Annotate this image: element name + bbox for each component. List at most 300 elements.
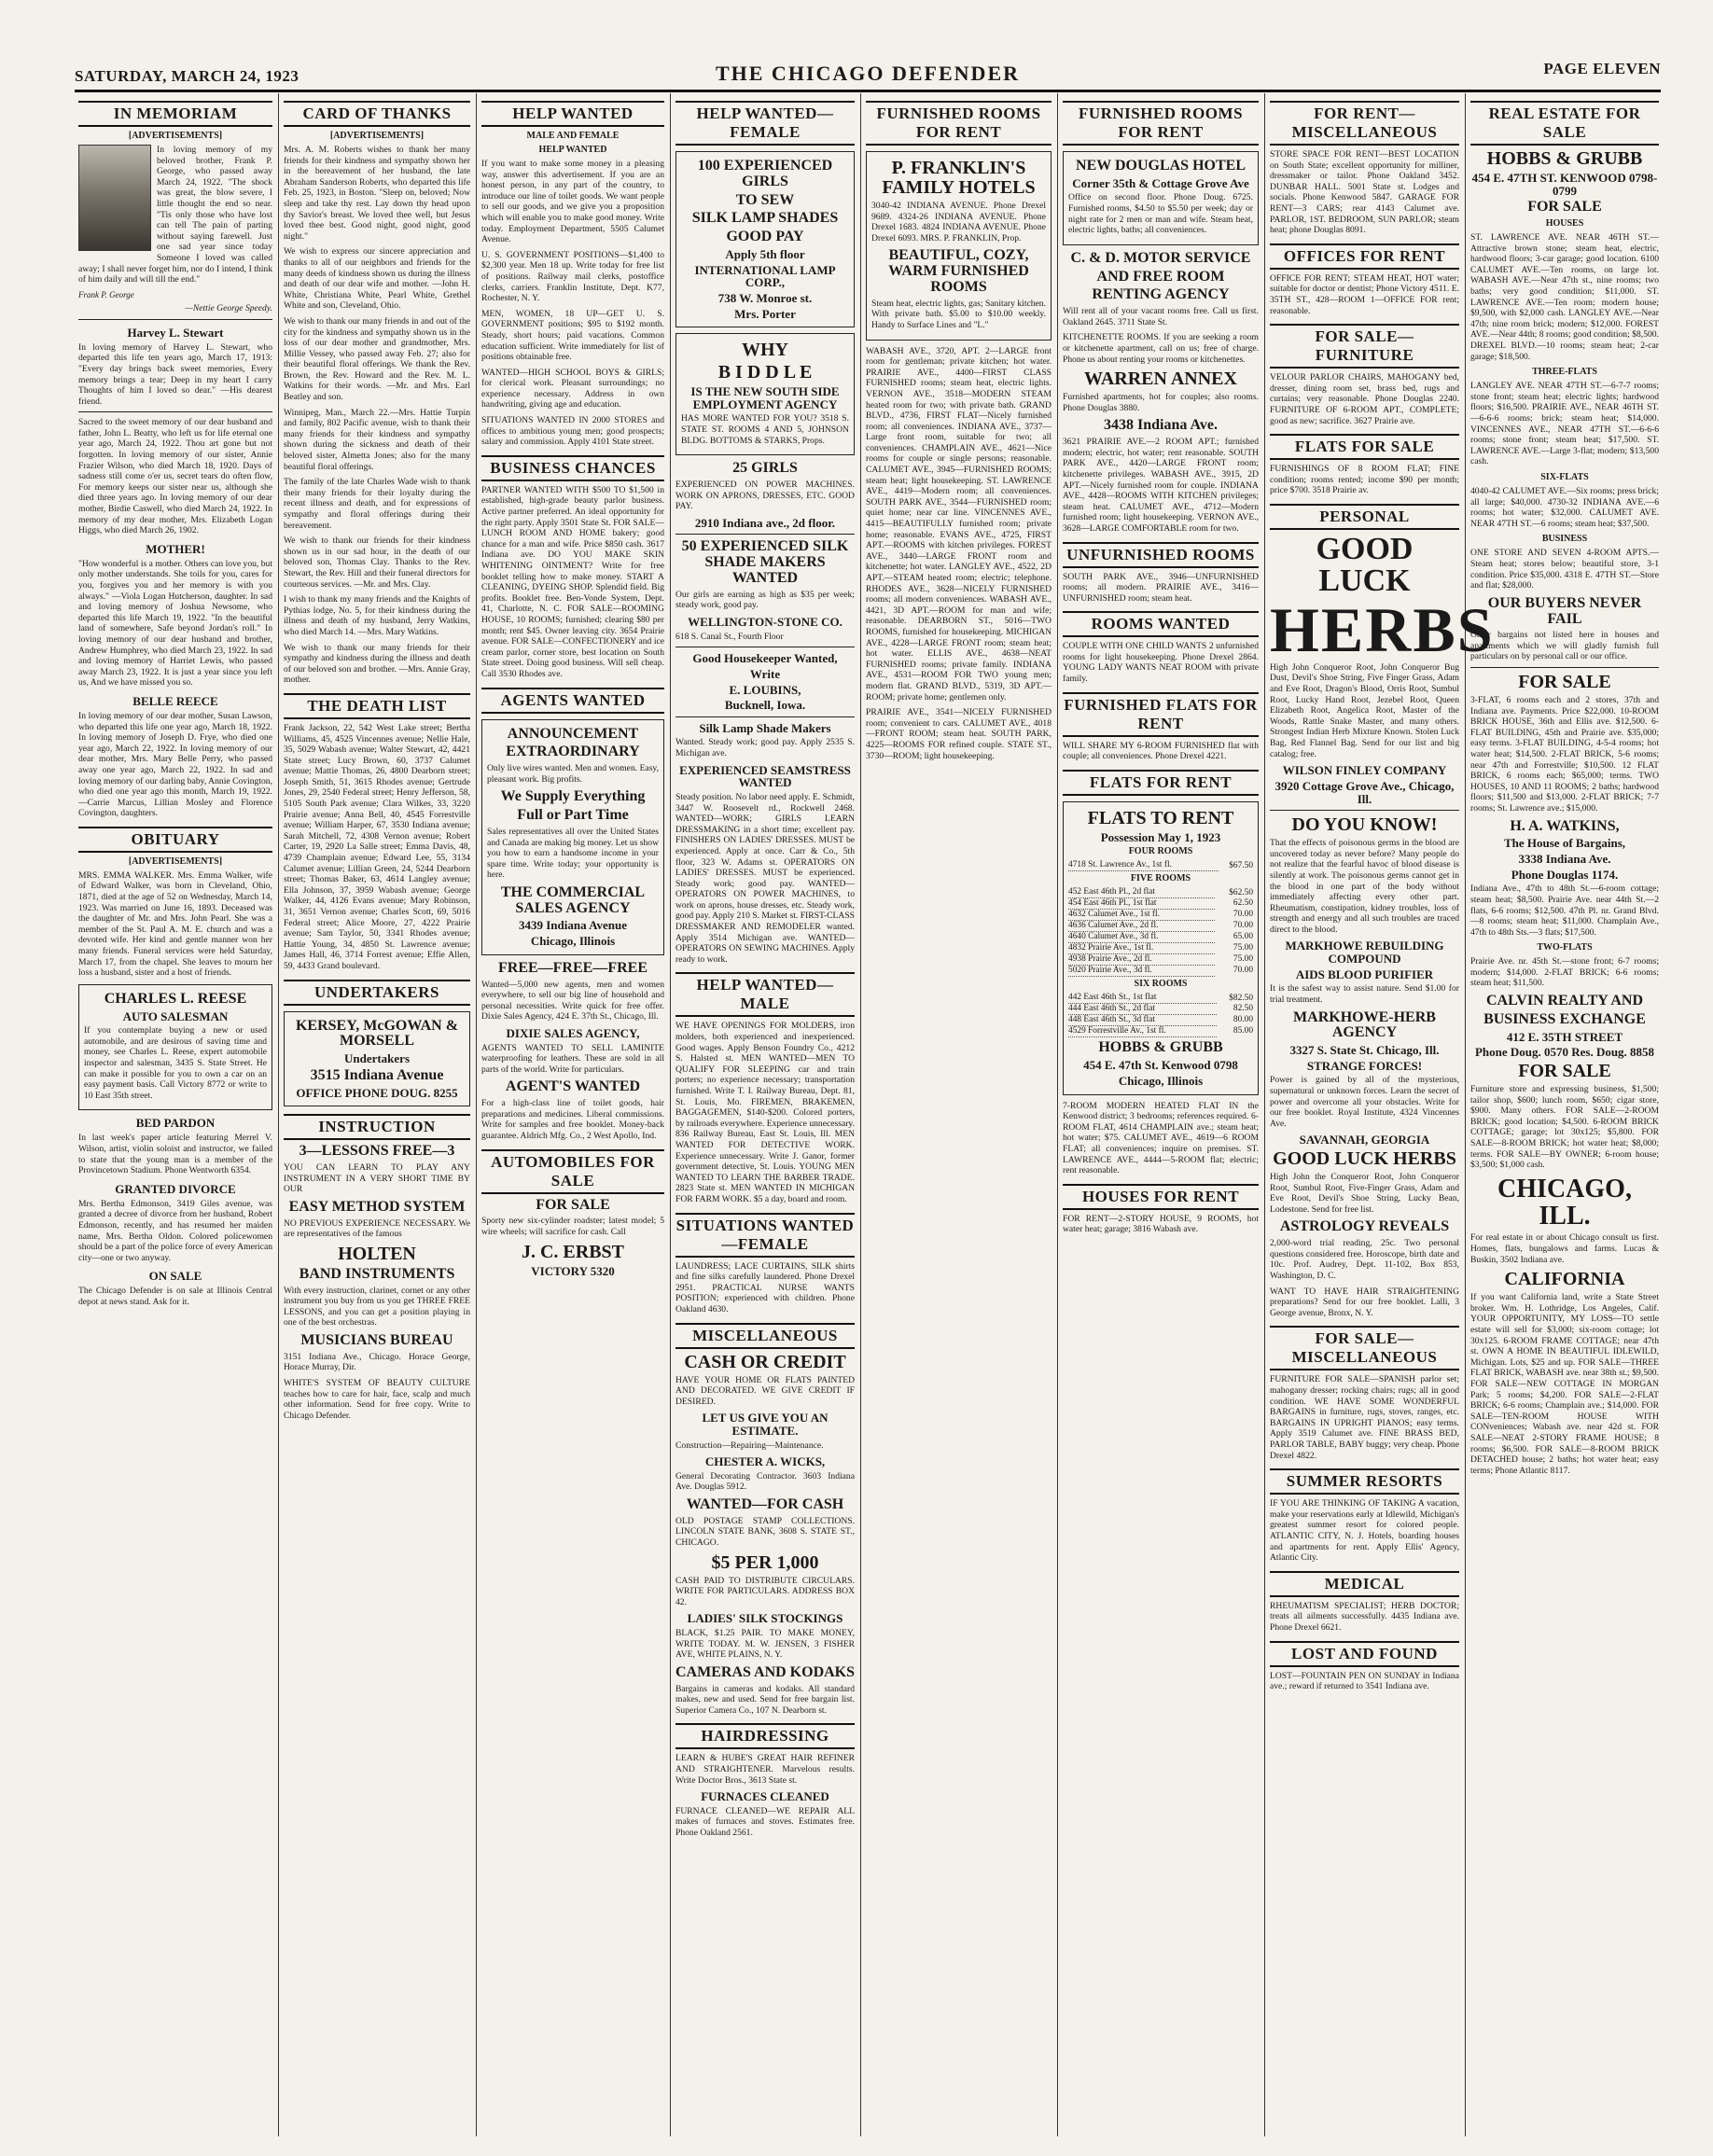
ad-line: FREE—FREE—FREE: [497, 959, 648, 976]
ad-line: MARKHOWE REBUILDING COMPOUND: [1285, 939, 1444, 967]
section-header: INSTRUCTION: [284, 1114, 470, 1140]
ad-text: CASH PAID TO DISTRIBUTE CIRCULARS. WRITE FOR PARTICULARS. ADDRESS BOX 42.: [675, 1575, 855, 1607]
classified-text: Indiana Ave., 47th to 48th St.—6-room cottage; steam heat; $8,500. Prairie Ave. near 44th St.—2 flats, 6-6 rooms; $12,500. 47th Pl. nr. Grand Blvd.—8 rooms; steam heat; $11,000. Champlain Ave., 47th to 48th Sts.—3 flats; $17,500.: [1470, 883, 1659, 938]
section-header: FLATS FOR SALE: [1270, 434, 1459, 460]
masthead: [75, 58, 1661, 86]
flat-address: 448 East 46th St., 3d flat: [1068, 1015, 1217, 1026]
ad-text: With every instruction, clarinet, cornet or any other instrument you buy from us you get THREE FREE LESSONS, and you can get a position playing in one of the best orchestras.: [284, 1285, 470, 1328]
section-header: ROOMS WANTED: [1063, 611, 1259, 637]
classified-text: WABASH AVE., 3720, APT. 2—LARGE front room for gentleman; private kitchen; hot water. PRAIRIE AVE., 4400—FIRST CLASS FURNISHED rooms; steam heat, electric lights. VERNON AVE., 3518—MODERN STEAM heated room for two; with private bath. GRAND BLVD., 4736, FIRST FLAT—Nicely furnished room; all conveniences. INDIANA AVE., 3737—Large front room, suitable for two; all conveniences. CHAMPLAIN AVE., 4621—Nice rooms for couple or single persons; reasonable. CALUMET AVE., 3945—FURNISHED ROOMS; steam heat; light housekeeping. ST. LAWRENCE AVE., 4419—Modern room; all conveniences. SOUTH PARK AVE., 3544—FURNISHED room; quiet home; near car line. VINCENNES AVE., 4415—BEAUTIFULLY furnished room; private home; reasonable. EVANS AVE., 4725, FIRST APT.—ROOMS with kitchen privileges. FOREST AVE., 3440—LARGE FRONT room and kitchenette; hot water. LANGLEY AVE., 4522, 2D APT.—STEAM heated room; electric; telephone. RHODES AVE., 3628—NICELY FURNISHED rooms; all modern conveniences. WABASH AVE., 4421, 3D APT.—ROOM for man and wife; reasonable. DEARBORN ST., 5016—TWO ROOMS, furnished for housekeeping. MICHIGAN AVE., 4228—LARGE FRONT room; steam heat; hot water. ELLIS AVE., 4638—NEAT FURNISHED rooms; private family. INDIANA AVE., 4531—ROOM FOR TWO young men; modern flat. GRAND BLVD., 5319, 3D APT.—ROOM; private home; gentlemen only.: [866, 345, 1051, 702]
classified-text: LANGLEY AVE. NEAR 47TH ST.—6-7-7 rooms; stone front; steam heat; electric lights; hardwood floors; $16,500. PRAIRIE AVE., NEAR 46TH ST.—6-6-6 rooms; brick; steam heat; $14,000. VINCENNES AVE., NEAR 47TH ST.—6-6-6 rooms; stone front; steam heat; $17,500. ST. LAWRENCE AVE.—Large 3-flat; modern; $13,500 cash.: [1470, 381, 1659, 467]
flat-rent: 80.00: [1233, 1015, 1253, 1025]
table-subheader: SIX ROOMS: [1134, 979, 1188, 990]
section-header: HELP WANTED—MALE: [675, 972, 855, 1017]
ad-box: [866, 151, 1051, 341]
ad-text: WHITE'S SYSTEM OF BEAUTY CULTURE teaches how to care for hair, face, scalp and much other information. Send for free copy. Write to Chicago Defender.: [284, 1377, 470, 1421]
classified-text: PARTNER WANTED WITH $500 TO $1,500 in established, high-grade beauty parlor business. Active partner preferred. An ideal opportunity for the right party. Apply 3501 State St. FOR SALE—LUNCH ROOM AND HOME bakery; good chance for a man and wife. Price $850 cash. 3617 Indiana ave. DO YOU MAKE SKIN WHITENING OINTMENT? Write for free booklet telling how to make money. START A CLEANING, DYEING SHOP. Splendid field. Big profits. Booklet free. Ben-Vonde System, Dept. 41, Charlotte, N. C. FOR SALE—ROOMING HOUSE, 10 ROOMS; furnished; clearing $80 per month; rent $45. Owner leaving city. 3654 Prairie avenue. FOR SALE—CONFECTIONERY and ice cream parlor, corner store, best location on South State street. Doing good business. Will sell cheap. Call 3530 Rhodes ave.: [481, 484, 664, 679]
ad-line: ANNOUNCEMENT: [507, 725, 639, 742]
ad-line: NEW DOUGLAS HOTEL: [1076, 158, 1246, 174]
classified-text: U. S. GOVERNMENT POSITIONS—$1,400 to $2,300 year. Men 18 up. Write today for free list of positions. Railway mail clerks, postoffice clerks, carriers. Franklin Institute, Dept. K77, Rochester, N. Y.: [481, 249, 664, 304]
flat-rent: 65.00: [1233, 932, 1253, 942]
section-header: UNFURNISHED ROOMS: [1063, 542, 1259, 568]
section-header: MISCELLANEOUS: [675, 1323, 855, 1349]
flat-row: [1068, 966, 1253, 977]
flat-rent: 75.00: [1233, 943, 1253, 953]
ad-text: 3040-42 INDIANA AVENUE. Phone Drexel 9689. 4324-26 INDIANA AVENUE. Phone Drexel 1683. 4824 INDIANA AVENUE. Phone Drexel 6093. MRS. P. FRANKLIN, Prop.: [871, 201, 1046, 243]
ad-text: Office on second floor. Phone Doug. 6725. Furnished rooms, $4.50 to $5.50 per week; day or night rate for 2 men or man and wife. Steam heat, electric lights, baths; all conveniences.: [1068, 192, 1253, 236]
newspaper-title: THE CHICAGO DEFENDER: [715, 62, 1021, 85]
ad-text: Bargains in cameras and kodaks. All standard makes, new and used. Send for free bargain list. Superior Camera Co., 107 N. Dearborn st.: [675, 1683, 855, 1716]
classified-text: LEARN & HUBE'S GREAT HAIR REFINER AND STRAIGHTENER. Marvelous results. Write Doctor Bros., 3613 State st.: [675, 1753, 855, 1786]
ad-box: [78, 984, 272, 1111]
ad-text: 2,000-word trial reading, 25c. Two personal questions considered free. Horoscope, birth date and 10c. Prof. Audrey, Dept. 11-102, Box 853, Washington, D. C.: [1270, 1238, 1459, 1282]
ad-line: We Supply Everything: [500, 788, 646, 805]
section-header: THE DEATH LIST: [284, 693, 470, 719]
ad-text: It is the safest way to assist nature. Send $1.00 for trial treatment.: [1270, 983, 1459, 1005]
portrait-photo: [78, 145, 151, 251]
ad-text: High John Conqueror Root, John Conqueror Bug Dust, Devil's Shoe String, Five Finger Grass, Adam and Eve Root, Dragon's Blood, Orris Root, Sumbul Root, Lucky Hand Root, Jezebel Root, Queen Elizabeth Root, Angelica Root, Master of the Woods, Rattle Snake Master, and many others. Strongest Indian Herb Mixture Known. Stolen Luck Bag, Red Flannel Bag. Send for our list and big catalog; free.: [1270, 661, 1459, 759]
flat-row: [1068, 1004, 1253, 1015]
flat-rent: 70.00: [1233, 966, 1253, 976]
ad-line: WELLINGTON-STONE CO.: [688, 615, 843, 630]
ad-line: CHESTER A. WICKS,: [704, 1454, 826, 1469]
ad-line: LADIES' SILK STOCKINGS: [687, 1611, 843, 1626]
ad-box: [481, 719, 664, 955]
ad-line: FURNACES CLEANED: [701, 1789, 829, 1804]
column-divider: [1057, 93, 1058, 2136]
ad-line: Corner 35th & Cottage Grove Ave: [1072, 175, 1249, 190]
classified-text: If you want to make some money in a pleasing way, answer this advertisement. If you are an honest person, in any part of the country, to introduce our line of toilet goods. We want people to sell our goods, and we give you a proposition which will enable you to make good money. Write today. Employment Department, 5505 Calumet Avenue.: [481, 159, 664, 245]
ad-line: BAND INSTRUMENTS: [299, 1265, 455, 1282]
section-header: HOUSES FOR RENT: [1063, 1184, 1259, 1210]
ad-line: EXTRAORDINARY: [506, 744, 640, 760]
listing-subheader: SIX-FLATS: [1540, 471, 1589, 482]
classified-text: STORE SPACE FOR RENT—BEST LOCATION on South State; excellent opportunity for milliner, dressmaker or tailor. Phone Oakland 3452. DUNBAR HALL. 5001 State st. Lodges and socials. Phone Kenwood 5847. GARAGE FOR RENT—3 CARS; rear 4143 Calumet ave. PARLOR, 1ST. BEDROOM, SUN PARLOR; steam heat; phone Douglas 8091.: [1270, 149, 1459, 236]
ad-line: EXPERIENCED SEAMSTRESS WANTED: [679, 762, 851, 790]
notice-text: The Chicago Defender is on sale at Illinois Central depot at news stand. Ask for it.: [78, 1286, 272, 1307]
memorial-poem: In loving memory of my beloved brother, Frank P. George, who passed away March 24, 1922. "The shock was great, the blow severe, I little thought the end so near. "Tis only those who have lost can tell The pain of parting without saying farewell. Just one sad year since today Someone I loved was called away; I shall never forget him, nor do I intend, I think of him daily and will till the end.": [78, 145, 272, 285]
ad-text: For real estate in or about Chicago consult us first. Homes, flats, bungalows and farms. Lucas & Buskin, 3502 Indiana ave.: [1470, 1232, 1659, 1265]
ad-line: WILSON FINLEY COMPANY: [1282, 763, 1447, 778]
ad-text: Power is gained by all of the mysterious, supernatural or unknown forces. Learn the secret of power and overcome all your obstacles. Write for our free booklet. Royal Institute, 4324 Vincennes Ave.: [1270, 1075, 1459, 1129]
ad-phone: VICTORY 5320: [531, 1263, 615, 1278]
listing-subheader: THREE-FLATS: [1532, 367, 1597, 378]
ad-text: OLD POSTAGE STAMP COLLECTIONS. LINCOLN STATE BANK, 3608 S. STATE ST., CHICAGO.: [675, 1515, 855, 1548]
ad-address: 3515 Indiana Avenue: [310, 1066, 444, 1083]
ad-title: AUTO SALESMAN: [122, 1008, 229, 1023]
ad-line: ASTROLOGY REVEALS: [1279, 1218, 1450, 1235]
flat-address: 4636 Calumet Ave., 2d fl.: [1068, 921, 1215, 932]
death-list-text: Frank Jackson, 22, 542 West Lake street; Bertha Williams, 45, 4525 Vincennes avenue; Nellie Hale, 35, 5029 Wabash avenue; Walter Stewart, 42, 4421 State street; Lucy Brown, 60, 3737 Calumet avenue; Mattie Thomas, 26, 4800 Dearborn street; Joseph Smith, 51, 3615 Rhodes avenue; Gertrude Jones, 29, 2540 Federal street; Henry Jefferson, 58, 5105 South Park avenue; Clara Wilkes, 33, 3220 Prairie avenue; Anna Bell, 40, 4545 Forrestville avenue; William Harper, 67, 3530 Indiana avenue; Sarah Mitchell, 72, 4308 Vernon avenue; Robert Carter, 19, 2920 La Salle street; Emma Davis, 48, 4739 Champlain avenue; Edward Lee, 55, 3134 Calumet avenue; Lillian Green, 24, 5244 Dearborn street; Thomas Baker, 63, 4614 Langley avenue; Ella Johnson, 37, 3959 Wabash avenue; George Walker, 44, 4126 Evans avenue; Mary Robinson, 31, 3651 Vernon avenue; Charles Scott, 69, 5016 Federal street; Alice Moore, 27, 4222 Prairie avenue; Sam Taylor, 50, 3341 Rhodes avenue; Hattie Young, 34, 4850 St. Lawrence avenue; James Hall, 46, 3714 Forrest avenue; Effie Allen, 59, 4433 Grand boulevard.: [284, 722, 470, 971]
listing-subheader: HOUSES: [1545, 218, 1584, 230]
ad-text: 3151 Indiana Ave., Chicago. Horace George, Horace Murray, Dir.: [284, 1351, 470, 1373]
rule: [1470, 667, 1659, 668]
flat-rent: 70.00: [1233, 910, 1253, 920]
flat-row: [1068, 943, 1253, 954]
ad-line: SAVANNAH, GEORGIA: [1299, 1133, 1430, 1148]
notice-text: Mrs. Bertha Edmonson, 3419 Giles avenue, was granted a decree of divorce from her husband, Robert Edmonson, recently, and has resumed her maiden name, Mrs. Bertha Oldon. Colored policewomen should be a part of the police force of every American city—one or two anyway.: [78, 1198, 272, 1263]
notice-text: In last week's paper article featuring Merrel V. Wilson, artist, violin soloist and instructor, we failed to state that the young man is a member of the Provincetown Stadium. Phone Wentworth 6354.: [78, 1133, 272, 1176]
section-header: HELP WANTED—FEMALE: [675, 101, 855, 146]
ad-text: High John the Conqueror Root, John Conqueror Root, Sumbul Root, Five-Finger Grass, Adam and Eve Root, Devil's Shoe String, Lucky Bean, Lodestone. Send for free list.: [1270, 1172, 1459, 1215]
ad-line: SILK LAMP SHADES: [691, 210, 839, 227]
ad-line: P. FRANKLIN'S FAMILY HOTELS: [882, 158, 1036, 198]
thanks-text: I wish to thank my many friends and the Knights of Pythias lodge, No. 5, for their kindness during the illness and death of my husband, Jerry Watkins, who died March 14. —Mrs. Mary Watkins.: [284, 594, 470, 637]
ad-text: Construction—Repairing—Maintenance.: [675, 1440, 824, 1451]
classified-text: ST. LAWRENCE AVE. NEAR 46TH ST.—Attractive brown stone; steam heat, electric, hardwood floors; 3-car garage; good location. 6100 CALUMET AVE.—Ten rooms, on large lot. WABASH AVE.—Near 47th st., nine rooms; two baths; very good condition; $11,000. ST. LAWRENCE AVE.—Ten room; modern house; $9,500, with $2,000 cash. LANGLEY AVE.—Near 47th; nine room brick; modern; $12,000. FOREST AVE.—Near 44th; 8 rooms; good condition; $8,500. DREXEL BLVD.—10 rooms; steam heat; 2-car garage; $18,500.: [1470, 232, 1659, 362]
classified-text: WANTED—HIGH SCHOOL BOYS & GIRLS; for clerical work. Pleasant surroundings; no experience necessary. Address in own handwriting, giving age and education.: [481, 367, 664, 410]
ad-line: The House of Bargains,: [1503, 836, 1625, 851]
ad-line: AIDS BLOOD PURIFIER: [1295, 967, 1434, 981]
section-header: REAL ESTATE FOR SALE: [1470, 101, 1659, 146]
ad-text: HAS MORE WANTED FOR YOU? 3518 S. STATE ST. ROOMS 4 AND 5, JOHNSON BLDG. BOTTOMS & STARKS, Props.: [681, 413, 849, 446]
ad-box: [1063, 151, 1259, 245]
notice-heading: ON SALE: [148, 1269, 202, 1284]
ad-line: 412 E. 35TH STREET: [1506, 1029, 1623, 1044]
memorial-poem: In loving memory of Harvey L. Stewart, who departed this life ten years ago, March 17, 1913: "Every day brings back sweet memories, Every memory brings a tear; Deep in my heart I carry Thoughts of him I loved so dear." —His dearest friend.: [78, 341, 272, 407]
classified-text: MEN, WOMEN, 18 UP—GET U. S. GOVERNMENT positions; $95 to $192 month. Steady, short hours; paid vacations. Common education sufficient. Write immediately for list of positions obtainable free.: [481, 308, 664, 363]
classified-text: VELOUR PARLOR CHAIRS, MAHOGANY bed, dresser, dining room set, brass bed, rugs and curtains; very reasonable. Phone Douglas 2240. FURNITURE OF 6-ROOM APT., COMPLETE; good as new; sacrifice. 3627 Prairie ave.: [1270, 372, 1459, 426]
ad-text: Only live wires wanted. Men and women. Easy, pleasant work. Big profits.: [487, 763, 659, 785]
ad-line: C. & D. MOTOR SERVICE: [1070, 249, 1251, 266]
ad-line: Bucknell, Iowa.: [724, 698, 806, 713]
memorial-text: Sacred to the sweet memory of our dear husband and father, John L. Beatty, who left us for life eternal one year ago, March 24, 1922. Thou art gone but not forgotten. In loving memory of our sister, Annie Frazier Wilson, who died March 18, 1920. Days of sadness still come o'er us, secret tears do often flow, For memory keeps our sister near us, although she died three years ago. In loving memory of our dear mother, Birdie Caswell, who died March 24, 1922. In memory of my dear mother, Mrs. Elizabeth Logan Higgs, who died March 26, 1902.: [78, 417, 272, 536]
section-subheader: [ADVERTISEMENTS]: [128, 131, 223, 141]
ad-line: HOLTEN: [338, 1243, 416, 1264]
flat-address: 452 East 46th Pl., 2d flat: [1068, 887, 1215, 898]
ad-text: General Decorating Contractor. 3603 Indiana Ave. Douglas 5912.: [675, 1470, 855, 1493]
flat-row: [1068, 910, 1253, 921]
ad-address: 3439 Indiana Avenue: [518, 918, 628, 933]
thanks-text: We wish to express our sincere appreciation and thanks to all of our neighbors and friends for the many deeds of kindness shown us during the illness and death of our dear wife and mother. —John H. White, Christiana White, Pearl White, Grethel White and son, Cleveland, Ohio.: [284, 246, 470, 312]
flat-address: 4640 Calumet Ave., 3d fl.: [1068, 932, 1215, 943]
classified-text: Steady position. No labor need apply. E. Schmidt, 3447 W. Roosevelt rd., Rockwell 2468. WANTED—WORK; GIRLS LEARN DRESSMAKING in a short time; excellent pay. FINISHERS ON LADIES' DRESSES. MUST be experienced. Apply at once. Carr & Co., 5th floor, 323 W. Adams st. OPERATORS ON LADIES' DRESSES. MUST be experienced. Steady work; good pay. WANTED—OPERATORS ON POWER MACHINES, to work on aprons, house dresses, etc. Steady work, good pay. Apply 210 S. Market st. FIRST-CLASS DRESSMAKER AND REMODELER wanted. Apply 3514 Michigan ave. WANTED—OPERATORS ON SEWING MACHINES. Apply ready to work.: [675, 791, 855, 965]
ad-line: 738 W. Monroe st.: [717, 290, 813, 305]
classified-text: FURNACE CLEANED—WE REPAIR ALL makes of furnaces and stoves. Estimates free. Phone Oakland 2561.: [675, 1805, 855, 1838]
classified-text: COUPLE WITH ONE CHILD WANTS 2 unfurnished rooms for light housekeeping. Phone Drexel 2864. YOUNG LADY WANTS NEAT ROOM with private family.: [1063, 641, 1259, 685]
flat-row: [1068, 898, 1253, 910]
thanks-text: Winnipeg, Man., March 22.—Mrs. Hattie Turpin and family, 802 Pacific avenue, wish to thank their many friends for their kindness and sympathy shown during the sickness and death of their beloved sister, Almetta Jones; also for the many beautiful floral offerings.: [284, 407, 470, 472]
flat-rent: $62.50: [1229, 887, 1253, 897]
ad-line: 3338 Indiana Ave.: [1518, 852, 1611, 867]
ad-line: 25 GIRLS: [732, 460, 798, 477]
ad-line: Phone Douglas 1174.: [1511, 867, 1619, 882]
ad-line: MARKHOWE-HERB AGENCY: [1293, 1008, 1436, 1041]
memorial-text: "How wonderful is a mother. Others can love you, but only mother understands. She toils for you, cares for you, forgives you and her memory is with you always." —Viola Logan Hutcherson, daughter. In sad and loving memory of Joshua Newsome, who departed this life March 19, 1922. "In the beautiful land of somewhere, Safe beyond Jordan's roll." In loving memory of our dear husband and brother, Andrew Humphrey, who died March 23, 1922. In sad and loving memory of Harriet Lewis, who passed away March 23, 1922. It is just a year since you left us, And we have missed you so.: [78, 558, 272, 689]
section-header: UNDERTAKERS: [284, 980, 470, 1006]
obituary-text: MRS. EMMA WALKER. Mrs. Emma Walker, wife of Edward Walker, was born in Cleveland, Ohio, 1871, died at the age of 52 on Wednesday, March 14, 1923. Was married on June 16, 1893. Deceased was the daughter of Mr. and Mrs. John Pearl. She was a member of the St. Paul A. M. E. church and was a devoted wife. Her kind and gentle manner won her many friends. Funeral services were held Saturday, March 17, from the chapel. She leaves to mourn her loss a husband, sister and a host of friends.: [78, 869, 272, 979]
page-number: PAGE ELEVEN: [1543, 60, 1661, 77]
flats-table: [1068, 860, 1253, 871]
section-header: FURNISHED ROOMS FOR RENT: [1063, 101, 1259, 146]
ad-line: B I D D L E: [717, 362, 813, 383]
ad-line: 3438 Indiana Ave.: [1104, 417, 1218, 434]
memorial-name: Harvey L. Stewart: [127, 325, 224, 340]
rule: [675, 534, 855, 535]
classified-text: 3621 PRAIRIE AVE.—2 ROOM APT.; furnished modern; electric, hot water; rent reasonable. SOUTH PARK AVE., 4420—LARGE FRONT room; kitchenette privileges. WABASH AVE., 3915, 2D APT.—Nicely furnished room for couple. INDIANA AVE., 4428—ROOMS WITH KITCHEN privileges; steam heat. CALUMET AVE., 4712—Modern furnished room; light housekeeping. VERNON AVE., 3628—LARGE COMFORTABLE room for two.: [1063, 437, 1259, 534]
ad-text: If you contemplate buying a new or used automobile, and are desirous of saving time and money, see Charles L. Reese, expert automobile inspector and salesman, 3435 S. State Street. He can make it possible for you to own a car on an easy payment basis. Call Victory 8772 or write to 10 East 35th street.: [84, 1025, 267, 1101]
ad-line: 454 E. 47th St. Kenwood 0798: [1083, 1058, 1238, 1073]
ad-line: Undertakers: [343, 1051, 411, 1066]
flat-rent: 82.50: [1233, 1004, 1253, 1014]
flat-rent: 85.00: [1233, 1026, 1253, 1036]
flat-rent: $82.50: [1229, 993, 1253, 1003]
column-divider: [476, 93, 477, 2136]
section-header: OBITUARY: [78, 827, 272, 853]
ad-headline: HERBS: [1270, 593, 1495, 665]
ad-line: INTERNATIONAL LAMP CORP.,: [694, 262, 836, 290]
ad-text: KITCHENETTE ROOMS. If you are seeking a room or kitchenette apartment, call on us; free of charge. Phone us about renting your rooms or kitchenettes.: [1063, 332, 1259, 365]
ad-line: Silk Lamp Shade Makers: [699, 720, 831, 735]
classified-text: OFFICE FOR RENT; STEAM HEAT, HOT water; suitable for doctor or dentist; Phone Victory 4511. E. 35TH ST., 428—ROOM 1—OFFICE FOR rent; reasonable.: [1270, 272, 1459, 316]
rule: [78, 411, 272, 412]
ad-line: WARREN ANNEX: [1084, 369, 1237, 390]
section-header: PERSONAL: [1270, 504, 1459, 530]
column-divider: [1264, 93, 1265, 2136]
classified-text: LOST—FOUNTAIN PEN ON SUNDAY in Indiana ave.; reward if returned to 3541 Indiana ave.: [1270, 1670, 1459, 1692]
section-header: SITUATIONS WANTED—FEMALE: [675, 1213, 855, 1258]
section-header: FOR RENT—MISCELLANEOUS: [1270, 101, 1459, 146]
section-subheader: [ADVERTISEMENTS]: [128, 855, 223, 867]
column-divider: [278, 93, 279, 2136]
classified-text: 3-FLAT, 6 rooms each and 2 stores, 37th and Indiana ave. Payments. Price $22,000. 10-ROOM BRICK HOUSE, 36th and Ellis ave. $12,500. 6-FLAT BUILDING, 45th and Prairie ave. $35,000; easy terms. 3-FLAT BUILDING, 4-5-4 rooms; hot water heat; $14,500. 2-FLAT BRICK, 5-6 rooms; near 47th and Forrestville; $10,500. 12 FLAT BRICK, 6 rooms each; $65,000; terms. TWO HOUSES, 10 AND 11 ROOMS; 2 baths; hardwood floors; $11,500 and $13,000. 2-FLAT BRICK; 7-7 rooms; St. Lawrence ave.; $15,000.: [1470, 695, 1659, 814]
classified-text: SOUTH PARK AVE., 3946—UNFURNISHED rooms; all modern. PRAIRIE AVE., 3416—UNFURNISHED room; steam heat.: [1063, 571, 1259, 604]
ad-line: FOR SALE: [536, 1196, 610, 1213]
ad-address: Chicago, Illinois: [530, 934, 616, 949]
ad-text: NO PREVIOUS EXPERIENCE NECESSARY. We are representatives of the famous: [284, 1217, 470, 1240]
ad-line: DIXIE SALES AGENCY,: [506, 1025, 640, 1040]
classified-text: LAUNDRESS; LACE CURTAINS, SILK shirts and fine silks carefully laundered. Phone Drexel 2951. PRACTICAL NURSE WANTS POSITION; experienced with children. Phone Oakland 4630.: [675, 1260, 855, 1314]
classified-text: SITUATIONS WANTED IN 2000 STORES and offices to ambitious young men; good prospects; salary and commission. Apply 4101 State street.: [481, 415, 664, 448]
section-header: FLATS FOR RENT: [1063, 770, 1259, 796]
classified-text: Prairie Ave. nr. 45th St.—stone front; 6-7 rooms; modern; $14,000. 2-FLAT BRICK; 6-6 rooms; steam heat; $11,500.: [1470, 956, 1659, 989]
ad-line: 454 E. 47TH ST. KENWOOD 0798-0799: [1471, 171, 1658, 198]
ad-line: GOOD PAY: [726, 229, 804, 245]
ad-box: [1063, 801, 1259, 1095]
ad-line: HOBBS & GRUBB: [1486, 148, 1643, 169]
section-header: FURNISHED ROOMS FOR RENT: [866, 101, 1051, 146]
flats-table: [1068, 887, 1253, 977]
ad-text: Sporty new six-cylinder roadster; latest model; 5 wire wheels; will sacrifice for cash. Call: [481, 1216, 664, 1237]
ad-line: CALVIN REALTY AND: [1485, 993, 1644, 1009]
section-header: HELP WANTED: [481, 101, 664, 127]
ad-text: EXPERIENCED ON POWER MACHINES. WORK ON APRONS, DRESSES, ETC. GOOD PAY.: [675, 480, 855, 512]
section-header: IN MEMORIAM: [78, 101, 272, 127]
ad-line: FOR SALE: [1518, 1060, 1611, 1081]
flat-row: [1068, 954, 1253, 966]
ad-line: IS THE NEW SOUTH SIDE EMPLOYMENT AGENCY: [690, 384, 840, 411]
classified-text: FOR RENT—2-STORY HOUSE, 9 ROOMS, hot water heat; garage; 3816 Wabash ave.: [1063, 1213, 1259, 1235]
ad-line: DO YOU KNOW!: [1291, 814, 1438, 836]
ad-text: AGENTS WANTED TO SELL LAMINITE waterproofing for leathers. These are sold in all parts of the world. Write for particulars.: [481, 1042, 664, 1075]
classified-text: WILL SHARE MY 6-ROOM FURNISHED flat with couple; all conveniences. Phone Drexel 4221.: [1063, 740, 1259, 762]
ad-box: [675, 333, 855, 455]
ad-line: 2910 Indiana ave., 2d floor.: [694, 515, 836, 530]
table-subheader: FIVE ROOMS: [1130, 873, 1191, 884]
classified-text: 4040-42 CALUMET AVE.—Six rooms; press brick; all large; $40,000. 4730-32 INDIANA AVE.—6 rooms; hot water; $32,000. CALUMET AVE. NEAR 47TH ST.—6 rooms; steam heat; $37,500.: [1470, 485, 1659, 529]
classified-text: PRAIRIE AVE., 3541—NICELY FURNISHED room; convenient to cars. CALUMET AVE., 4018—FRONT ROOM; steam heat. SOUTH PARK, 4225—ROOMS FOR refined couple. STATE ST., 3730—ROOM; light housekeeping.: [866, 707, 1051, 761]
section-subheader: MALE AND FEMALE: [526, 131, 620, 141]
ad-line: AND FREE ROOM: [1096, 268, 1225, 285]
thanks-text: We wish to thank our friends for their kindness shown us in our sad hour, in the death of our beloved son, Thomas Clay. Thanks to the Rev. Stewart, the Rev. Hill and their funeral directors for courteous services. —Mr. and Mrs. Clay.: [284, 536, 470, 590]
section-subheader: [ADVERTISEMENTS]: [329, 131, 425, 141]
section-header: AGENTS WANTED: [481, 688, 664, 714]
ad-box: [675, 151, 855, 327]
ad-line: OUR BUYERS NEVER FAIL: [1487, 594, 1642, 627]
ad-line: MUSICIANS BUREAU: [300, 1331, 453, 1348]
thanks-text: Mrs. A. M. Roberts wishes to thank her many friends for their kindness and sympathy shown her in the bereavement of her husband, the late Abraham Sanderson Roberts, who departed this life Feb. 25, 1923, in Boston. "Sleep on, beloved; Now sleep and take thy rest. Lay down thy head upon thy Savior's breast. We loved thee well, but Jesus loved thee best. Good night, good night, good night.": [284, 145, 470, 242]
ad-line: HOBBS & GRUBB: [1098, 1039, 1223, 1056]
flat-address: 4529 Forrestville Av., 1st fl.: [1068, 1026, 1217, 1037]
classified-text: RHEUMATISM SPECIALIST; HERB DOCTOR; treats all ailments successfully. 4435 Indiana ave. Phone Drexel 6621.: [1270, 1600, 1459, 1633]
section-header: FOR SALE—MISCELLANEOUS: [1270, 1326, 1459, 1370]
ad-line: H. A. WATKINS,: [1510, 817, 1620, 834]
ad-text: HAVE YOUR HOME OR FLATS PAINTED AND DECORATED. WE GIVE CREDIT IF DESIRED.: [675, 1374, 855, 1407]
flat-row: [1068, 1026, 1253, 1037]
flat-address: 4632 Calumet Ave., 1st fl.: [1068, 910, 1215, 921]
ad-line: $5 PER 1,000: [711, 1551, 819, 1573]
ad-name: J. C. ERBST: [521, 1241, 625, 1262]
table-subheader: FOUR ROOMS: [1128, 846, 1193, 857]
classified-text: 7-ROOM MODERN HEATED FLAT IN the Kenwood district; 3 bedrooms; references required. 6-ROOM FLAT, 4614 CHAMPLAIN ave.; steam heat; hot water; $75. CALUMET AVE., 4619—6 ROOM FLAT; all conveniences; inquire on premises. ST. LAWRENCE AVE., 4444—5-ROOM flat; electric; rent reasonable.: [1063, 1100, 1259, 1176]
thanks-text: We wish to thank our many friends in and out of the city for the kindness and sympathy shown us in the loss of our dear mother and grandmother, Mrs. Millie Vessey, who passed away Feb. 27; also for their beautiful floral offerings. We thank the Rev. Brown, the Rev. Howard and the Rev. M. L. Watkins for their words. —Mr. and Mrs. Earl Beatley and son.: [284, 315, 470, 403]
classified-text: ONE STORE AND SEVEN 4-ROOM APTS.—Steam heat; stores below; beautiful store, 3-1 condition. Price $35,000. 4318 E. 47TH ST.—Store and flat; $28,000.: [1470, 548, 1659, 591]
masthead-rule: [75, 90, 1661, 92]
notice-heading: BED PARDON: [135, 1116, 216, 1131]
ad-line: 3—LESSONS FREE—3: [299, 1143, 455, 1160]
ad-text: Our girls are earning as high as $35 per week; steady work, good pay.: [675, 589, 855, 611]
ad-line: 3920 Cottage Grove Ave., Chicago, Ill.: [1274, 778, 1455, 806]
ad-line: Mrs. Porter: [734, 306, 796, 321]
flats-table: [1068, 993, 1253, 1037]
ad-line: FOR SALE: [1518, 672, 1611, 693]
section-subheader: HELP WANTED: [538, 145, 607, 155]
section-header: MEDICAL: [1270, 1571, 1459, 1597]
ad-line: Apply 5th floor: [725, 246, 805, 261]
ad-line: Possession May 1, 1923: [1100, 829, 1221, 844]
flat-address: 5020 Prairie Ave., 3d fl.: [1068, 966, 1215, 977]
section-header: FOR SALE—FURNITURE: [1270, 324, 1459, 369]
flat-address: 454 East 46th Pl., 1st flat: [1068, 898, 1215, 910]
flat-address: 4938 Prairie Ave., 2d fl.: [1068, 954, 1215, 966]
classified-text: Furniture store and expressing business, $1,500; tailor shop, $600; lunch room, $650; cigar store, $900. Many others. FOR SALE—2-ROOM BRICK; good location; $4,500. 6-ROOM BRICK COTTAGE; garage; lot 30x125; $5,800. FOR SALE—8-ROOM BRICK; hot water heat; $8,000; terms. FOR SALE—BY OWNER; 6-room house; $3,500; $1,000 cash.: [1470, 1083, 1659, 1171]
ad-line: LET US GIVE YOU AN ESTIMATE.: [702, 1411, 829, 1438]
ad-text: Furnished apartments, hot for couples; also rooms. Phone Douglas 3880.: [1063, 392, 1259, 413]
ad-text: Wanted. Steady work; good pay. Apply 2535 S. Michigan ave.: [675, 737, 855, 759]
section-header: OFFICES FOR RENT: [1270, 243, 1459, 270]
photo-caption: Frank P. George: [78, 289, 134, 299]
ad-line: THE COMMERCIAL SALES AGENCY: [500, 883, 646, 916]
flat-row: [1068, 1015, 1253, 1026]
flat-rent: $67.50: [1229, 860, 1253, 870]
flat-row: [1068, 932, 1253, 943]
ad-text: BLACK, $1.25 PAIR. TO MAKE MONEY, WRITE TODAY. M. W. JENSEN, 3 FISHER AVE, WHITE PLAINS, N. Y.: [675, 1628, 855, 1661]
flat-address: 4718 St. Lawrence Av., 1st fl.: [1068, 860, 1219, 871]
ad-text: Will rent all of your vacant rooms free. Call us first. Oakland 2645. 3711 State St.: [1063, 306, 1259, 327]
ad-line: GOOD LUCK HERBS: [1273, 1148, 1456, 1170]
ad-line: STRANGE FORCES!: [1306, 1058, 1423, 1073]
ad-line: 100 EXPERIENCED GIRLS: [697, 158, 833, 189]
ad-line: CASH OR CREDIT: [684, 1351, 846, 1372]
ad-name: CHARLES L. REESE: [104, 990, 247, 1007]
flat-rent: 62.50: [1233, 898, 1253, 909]
classified-text: If you want California land, write a State Street broker. Wm. H. Lothridge, Los Angeles, Calif. YOUR OPPORTUNITY, MY LOSS—TO settle estate will sell for $3,000; six-room cottage; lot 30x125. 6-ROOM FRAME COTTAGE; near 47th st. OWN A HOME IN BEAUTIFUL IDLEWILD, Michigan. Lots, $25 and up. FOR SALE—THREE FLAT BRICK, WABASH ave. near 38th st.; $9,500. FOR SALE—NEW COTTAGE IN MORGAN Park; 5 rooms; $4,200. FOR SALE—2-FLAT BRICK; 6-6 rooms; Champlain ave.; $14,000. FOR SALE—TEN-ROOM HOUSE WITH CONveniences; Wabash ave. near 42d st. FOR SALE—NEAT 2-STORY FRAME HOUSE; 8 rooms; $6,500. FOR SALE—8-ROOM BRICK DETACHED house; 2 baths; hot water heat; easy terms; Phone Atlantic 8117.: [1470, 1292, 1659, 1476]
ad-text: Steam heat, electric lights, gas; Sanitary kitchen. With private bath. $5.00 to $10.00 weekly. Handy to Surface Lines and "L.": [871, 298, 1046, 330]
ad-text: Wanted—5,000 new agents, men and women everywhere, to sell our big line of household and personal necessities. Write quick for free offer. Dixie Sales Agency, 424 E. 37th St., Chicago, Ill.: [481, 979, 664, 1022]
notice-heading: GRANTED DIVORCE: [115, 1181, 236, 1196]
ad-box: [284, 1011, 470, 1107]
flat-address: 442 East 46th St., 1st flat: [1068, 993, 1217, 1004]
section-header: AUTOMOBILES FOR SALE: [481, 1149, 664, 1194]
issue-date: SATURDAY, MARCH 24, 1923: [75, 67, 299, 85]
memorial-text: In loving memory of our dear mother, Susan Lawson, who departed this life one year ago, March 18, 1922. In loving memory of Joseph D. Frye, who died one year ago, March 22, 1922. In loving memory of our dear mother, Mrs. Mary Belle Perry, who passed away one year ago, March 22, 1922. In sad and loving memory of our darling baby, Annie Covington, who died one year ago this month, March 19, 1922. —Carrie Marcus, Lillian Mosley and Florence Covington, daughters.: [78, 710, 272, 819]
ad-line: Phone Doug. 0570 Res. Doug. 8858: [1474, 1045, 1655, 1060]
memorial-heading: MOTHER!: [146, 541, 205, 556]
ad-text: That the effects of poisonous germs in the blood are uncovered today as never before? Many people do not realize that the fearful havoc of blood disease is silently at work. The poisonous germs cannot get in the blood in one part of the body without immediately affecting every other part. Rheumatism, constipation, kidney troubles, loss of strength and energy and all such troubles are traced direct to the blood.: [1270, 838, 1459, 935]
ad-line: CAMERAS AND KODAKS: [675, 1663, 856, 1680]
ad-line: FLATS TO RENT: [1087, 807, 1234, 828]
ad-line: AGENT'S WANTED: [505, 1078, 641, 1095]
column-divider: [860, 93, 861, 2136]
section-header: BUSINESS CHANCES: [481, 455, 664, 481]
ad-line: WHY: [742, 340, 788, 361]
flat-address: 444 East 46th St., 2d flat: [1068, 1004, 1217, 1015]
column-furnished-rooms-2: [1059, 93, 1262, 2127]
flat-address: 4832 Prairie Ave., 1st fl.: [1068, 943, 1215, 954]
flat-row: [1068, 887, 1253, 898]
column-help-wanted: [478, 93, 668, 2127]
section-header: SUMMER RESORTS: [1270, 1468, 1459, 1495]
ad-headline: GOOD LUCK: [1316, 531, 1414, 598]
ad-line: Chicago, Illinois: [1118, 1073, 1204, 1088]
column-real-estate: [1467, 93, 1663, 2127]
ad-line: BUSINESS EXCHANGE: [1483, 1010, 1646, 1027]
flat-rent: 70.00: [1233, 921, 1253, 931]
classified-text: IF YOU ARE THINKING OF TAKING A vacation, make your reservations early at Idlewild, Michigan's greatest summer resort for colored people. ATLANTIC CITY, N. J. Hotels, boarding houses and apartments for rent. Apply Ellis' Agency, Atlantic City.: [1270, 1498, 1459, 1564]
rule: [675, 716, 855, 717]
ad-text: YOU CAN LEARN TO PLAY ANY INSTRUMENT IN A VERY SHORT TIME BY OUR: [284, 1162, 470, 1195]
ad-line: EASY METHOD SYSTEM: [288, 1198, 466, 1215]
ad-line: E. LOUBINS,: [729, 682, 801, 697]
column-furnished-rooms: [862, 93, 1055, 2127]
section-header: HAIRDRESSING: [675, 1723, 855, 1749]
ad-line: TO SEW: [735, 191, 795, 208]
ad-phone: OFFICE PHONE DOUG. 8255: [296, 1085, 458, 1100]
ad-line: Good Housekeeper Wanted,: [692, 651, 838, 666]
thanks-text: We wish to thank our many friends for their sympathy and kindness during the illness and death of our beloved son and brother. —Mrs. Annie Gray, mother.: [284, 642, 470, 686]
undertaker-name: KERSEY, McGOWAN & MORSELL: [295, 1017, 459, 1050]
section-header: FURNISHED FLATS FOR RENT: [1063, 692, 1259, 737]
thanks-text: The family of the late Charles Wade wish to thank their many friends for their loyalty during the recent illness and death, and for expressions of sympathy and floral offerings during their bereavement.: [284, 477, 470, 531]
flat-row: [1068, 921, 1253, 932]
flat-row: [1068, 993, 1253, 1004]
ad-headline: CHICAGO, ILL.: [1497, 1174, 1632, 1231]
flat-rent: 75.00: [1233, 954, 1253, 965]
column-help-wanted-female: [672, 93, 858, 2127]
classified-text: WE HAVE OPENINGS FOR MOLDERS, iron molders, both experienced and inexperienced. Good wages. Apply Benson Foundry Co., 4212 S. Halsted st. MEN WANTED—MEN TO QUALIFY FOR SLEEPING car and train porters; no experience necessary; transportation furnished. Write T. I. Railway Bureau, Dept. 81, St. Louis, Mo. FIREMEN, BRAKEMEN, BAGGAGEMEN, $140-$200. Colored porters, by railroads everywhere. Experience unnecessary. 836 Railway Bureau, East St. Louis, Ill. MEN WANTED FOR DETECTIVE WORK. Experience unnecessary. Write J. Ganor, former government detective, St. Louis. YOUNG MEN WANTED TO LEARN THE BARBER TRADE. 2823 State st. MEN WANTED IN MICHIGAN FOR FARM WORK. $5 a day, board and room.: [675, 1021, 855, 1204]
ad-line: 3327 S. State St. Chicago, Ill.: [1289, 1043, 1440, 1058]
memorial-heading: BELLE REECE: [132, 693, 218, 708]
ad-line: Write: [749, 666, 781, 681]
ad-line: BEAUTIFUL, COZY, WARM FURNISHED ROOMS: [888, 247, 1029, 295]
ad-headline: CALIFORNIA: [1504, 1269, 1625, 1290]
rule: [78, 319, 272, 320]
column-card-of-thanks: [280, 93, 474, 2127]
column-in-memoriam: [75, 93, 276, 2127]
ad-line: RENTING AGENCY: [1092, 286, 1230, 303]
ad-line: 50 EXPERIENCED SILK SHADE MAKERS WANTED: [681, 538, 849, 587]
column-for-rent-misc: [1266, 93, 1495, 2127]
